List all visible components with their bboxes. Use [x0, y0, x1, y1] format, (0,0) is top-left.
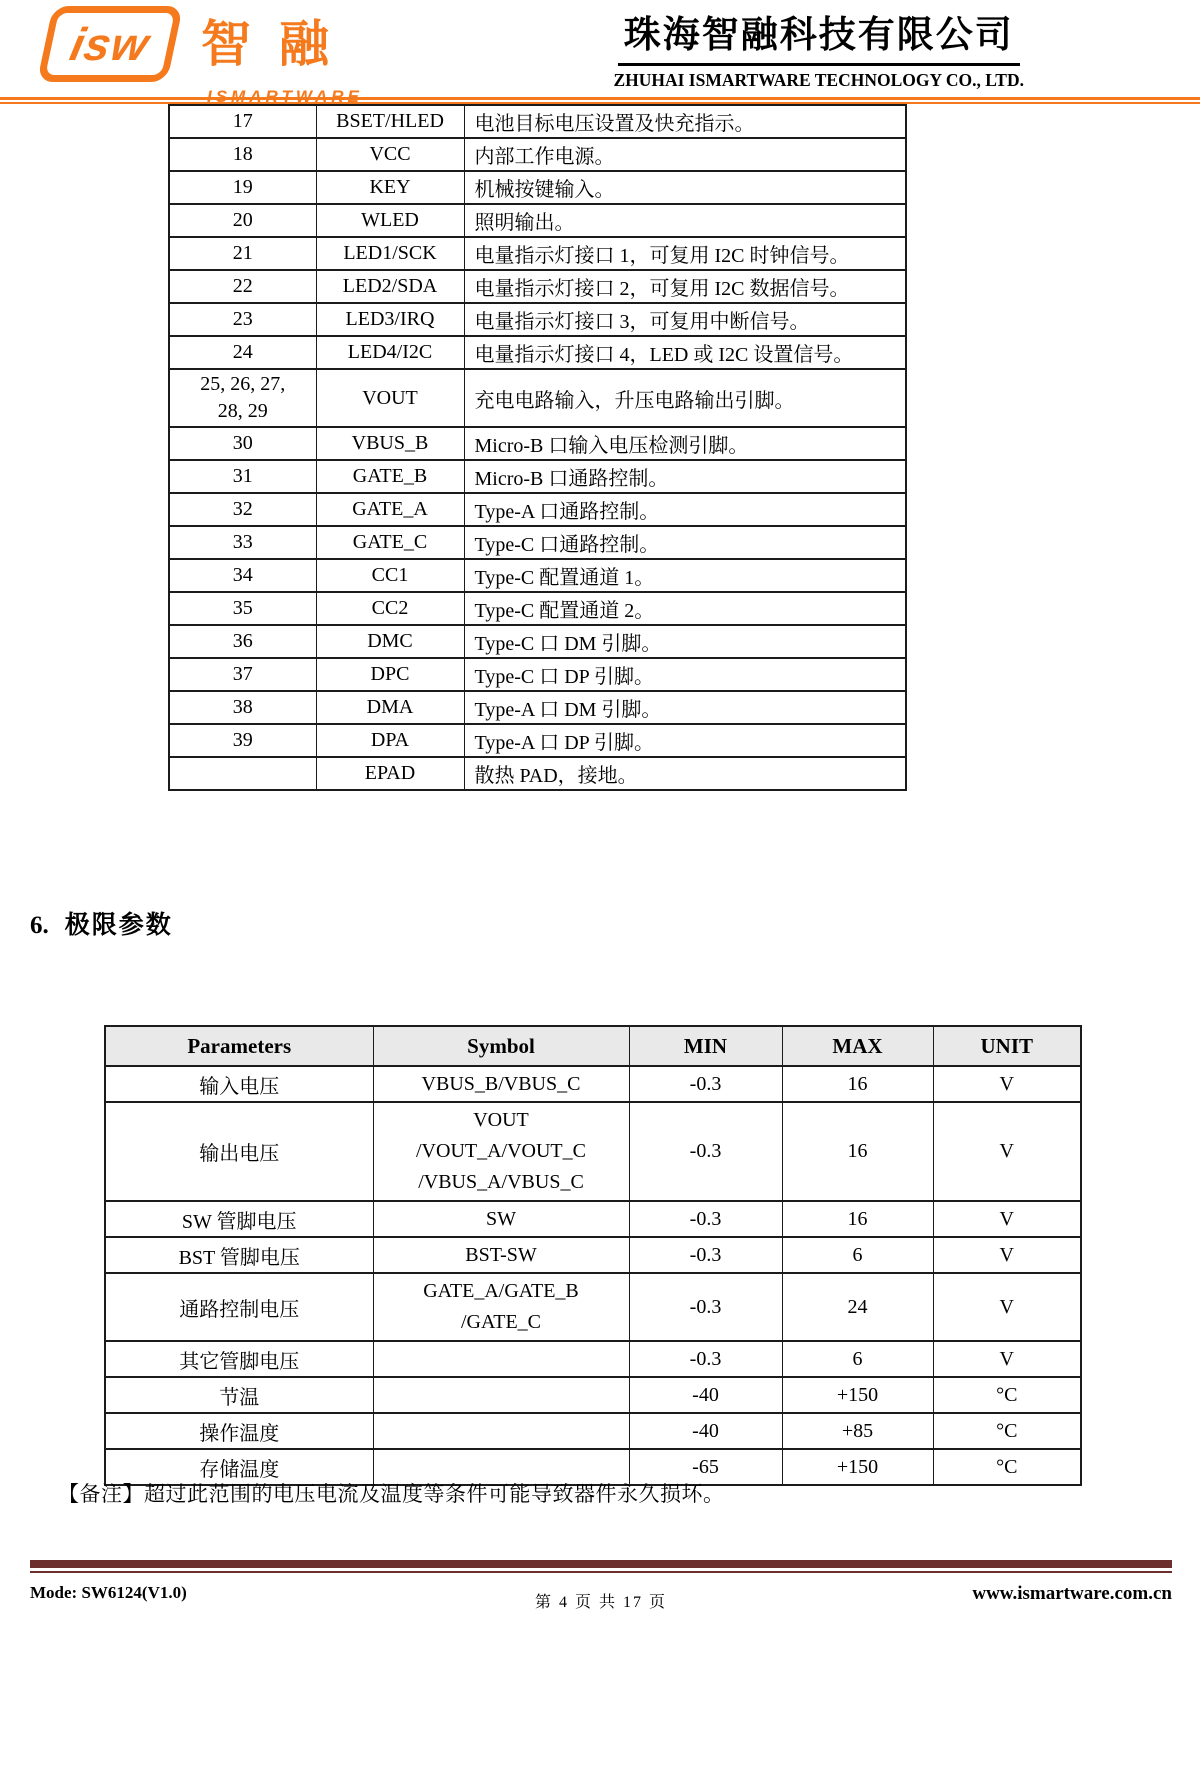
- pin-table-row: [169, 336, 906, 369]
- limits-table-head: [105, 1026, 1081, 1066]
- pin-table-row: [169, 625, 906, 658]
- pin-desc-cell: 散热 PAD，接地。: [464, 757, 906, 790]
- min-cell: -65: [629, 1449, 782, 1485]
- logo-isw-text: isw: [65, 18, 155, 70]
- parameter-cell: 输出电压: [105, 1102, 373, 1201]
- unit-cell: V: [933, 1237, 1081, 1273]
- min-cell: -0.3: [629, 1201, 782, 1237]
- limits-table-header-row: [105, 1026, 1081, 1066]
- pin-table-row: [169, 171, 906, 204]
- pin-number-cell: 31: [169, 460, 316, 493]
- pin-table-row: [169, 691, 906, 724]
- pin-table-row: [169, 592, 906, 625]
- pin-table-row: [169, 460, 906, 493]
- pin-number-cell: 32: [169, 493, 316, 526]
- limits-table-row: [105, 1066, 1081, 1102]
- pin-table-row: [169, 138, 906, 171]
- pin-name-cell: KEY: [316, 171, 464, 204]
- min-cell: -0.3: [629, 1066, 782, 1102]
- logo-row: [45, 6, 363, 82]
- pin-number-cell: 17: [169, 105, 316, 138]
- pin-desc-cell: 内部工作电源。: [464, 138, 906, 171]
- limits-table-row: [105, 1377, 1081, 1413]
- pin-name-cell: GATE_A: [316, 493, 464, 526]
- pin-number-cell: 21: [169, 237, 316, 270]
- unit-cell: V: [933, 1201, 1081, 1237]
- footer-model: Mode: SW6124(V1.0): [30, 1583, 187, 1602]
- pin-table-row: [169, 237, 906, 270]
- pin-number-cell: [169, 757, 316, 790]
- pin-number-cell: 18: [169, 138, 316, 171]
- pin-name-cell: EPAD: [316, 757, 464, 790]
- company-name-block: [613, 4, 1024, 91]
- pin-name-cell: DMA: [316, 691, 464, 724]
- parameter-cell: 输入电压: [105, 1066, 373, 1102]
- min-cell: -40: [629, 1413, 782, 1449]
- parameter-cell: 操作温度: [105, 1413, 373, 1449]
- pin-name-cell: WLED: [316, 204, 464, 237]
- footer-text-row: [30, 1583, 1172, 1613]
- unit-cell: V: [933, 1102, 1081, 1201]
- pin-name-cell: DPC: [316, 658, 464, 691]
- max-cell: 24: [782, 1273, 933, 1341]
- pin-desc-cell: Type-A 口 DM 引脚。: [464, 691, 906, 724]
- pin-table-row: [169, 724, 906, 757]
- pin-table-row: [169, 270, 906, 303]
- pin-table-row: [169, 493, 906, 526]
- pin-table-row: [169, 105, 906, 138]
- company-name-cn: 珠海智融科技有限公司: [618, 4, 1020, 66]
- pin-number-cell: 24: [169, 336, 316, 369]
- pin-name-cell: VBUS_B: [316, 427, 464, 460]
- pin-number-cell: 37: [169, 658, 316, 691]
- pin-name-cell: CC1: [316, 559, 464, 592]
- section-number: 6.: [30, 912, 49, 939]
- footer-divider-thin-line: [30, 1571, 1172, 1573]
- pin-desc-cell: Type-C 配置通道 1。: [464, 559, 906, 592]
- limits-table-row: [105, 1102, 1081, 1201]
- parameter-cell: 其它管脚电压: [105, 1341, 373, 1377]
- company-name-en: ZHUHAI ISMARTWARE TECHNOLOGY CO., LTD.: [613, 70, 1024, 90]
- pin-name-cell: GATE_C: [316, 526, 464, 559]
- pin-name-cell: VOUT: [316, 369, 464, 427]
- pin-desc-cell: Micro-B 口通路控制。: [464, 460, 906, 493]
- symbol-cell: [373, 1377, 629, 1413]
- pin-desc-cell: 电量指示灯接口 3，可复用中断信号。: [464, 303, 906, 336]
- limits-table-row: [105, 1341, 1081, 1377]
- pin-number-cell: 22: [169, 270, 316, 303]
- pin-desc-cell: Micro-B 口输入电压检测引脚。: [464, 427, 906, 460]
- unit-cell: °C: [933, 1377, 1081, 1413]
- header-divider: [0, 97, 1200, 104]
- section-heading: [30, 905, 173, 941]
- pin-table-row: [169, 658, 906, 691]
- pin-desc-cell: 机械按键输入。: [464, 171, 906, 204]
- company-logo: [45, 6, 363, 107]
- symbol-cell: VOUT /VOUT_A/VOUT_C /VBUS_A/VBUS_C: [373, 1102, 629, 1201]
- pin-name-cell: DMC: [316, 625, 464, 658]
- pin-desc-cell: Type-C 口 DM 引脚。: [464, 625, 906, 658]
- pin-table-row: [169, 757, 906, 790]
- pin-number-cell: 34: [169, 559, 316, 592]
- logo-zhirong-text: 智融: [201, 16, 357, 72]
- pin-number-cell: 39: [169, 724, 316, 757]
- symbol-cell: BST-SW: [373, 1237, 629, 1273]
- pin-desc-cell: 电量指示灯接口 1，可复用 I2C 时钟信号。: [464, 237, 906, 270]
- min-cell: -0.3: [629, 1341, 782, 1377]
- footer-divider-thick-line: [30, 1560, 1172, 1568]
- limits-table-row: [105, 1413, 1081, 1449]
- section-title-text: 极限参数: [64, 912, 173, 939]
- max-cell: 6: [782, 1341, 933, 1377]
- parameter-cell: 通路控制电压: [105, 1273, 373, 1341]
- unit-cell: V: [933, 1273, 1081, 1341]
- pin-number-cell: 35: [169, 592, 316, 625]
- pin-number-cell: 23: [169, 303, 316, 336]
- limits-table-body: [105, 1066, 1081, 1485]
- pin-table-row: [169, 559, 906, 592]
- footer-divider: [30, 1560, 1172, 1573]
- parameter-cell: SW 管脚电压: [105, 1201, 373, 1237]
- max-cell: +85: [782, 1413, 933, 1449]
- parameter-cell: BST 管脚电压: [105, 1237, 373, 1273]
- unit-cell: V: [933, 1341, 1081, 1377]
- page-footer: [30, 1560, 1172, 1613]
- unit-cell: V: [933, 1066, 1081, 1102]
- pin-name-cell: LED3/IRQ: [316, 303, 464, 336]
- pin-table-row: [169, 526, 906, 559]
- parameter-cell: 节温: [105, 1377, 373, 1413]
- parameter-cell: 存储温度: [105, 1449, 373, 1485]
- limits-header-cell: MIN: [629, 1026, 782, 1066]
- min-cell: -0.3: [629, 1102, 782, 1201]
- footer-page-number: 第 4 页 共 17 页: [534, 1594, 668, 1611]
- limits-table-row: [105, 1237, 1081, 1273]
- pin-desc-cell: 电池目标电压设置及快充指示。: [464, 105, 906, 138]
- pin-number-cell: 33: [169, 526, 316, 559]
- pin-number-cell: 20: [169, 204, 316, 237]
- max-cell: 16: [782, 1201, 933, 1237]
- pin-number-cell: 38: [169, 691, 316, 724]
- max-cell: 16: [782, 1102, 933, 1201]
- pin-desc-cell: Type-C 口通路控制。: [464, 526, 906, 559]
- unit-cell: °C: [933, 1449, 1081, 1485]
- min-cell: -0.3: [629, 1273, 782, 1341]
- symbol-cell: [373, 1341, 629, 1377]
- pin-desc-cell: 充电电路输入，升压电路输出引脚。: [464, 369, 906, 427]
- absolute-maximum-ratings-table: [104, 1025, 1082, 1486]
- pin-table-row: [169, 303, 906, 336]
- pin-name-cell: BSET/HLED: [316, 105, 464, 138]
- max-cell: +150: [782, 1449, 933, 1485]
- max-cell: +150: [782, 1377, 933, 1413]
- symbol-cell: SW: [373, 1201, 629, 1237]
- header-divider-thick-line: [0, 97, 1200, 100]
- pin-table-row: [169, 369, 906, 427]
- pin-desc-cell: Type-C 口 DP 引脚。: [464, 658, 906, 691]
- pin-name-cell: VCC: [316, 138, 464, 171]
- pin-number-cell: 30: [169, 427, 316, 460]
- limits-table-row: [105, 1201, 1081, 1237]
- pin-table-row: [169, 427, 906, 460]
- pin-number-cell: 19: [169, 171, 316, 204]
- pin-name-cell: CC2: [316, 592, 464, 625]
- pin-desc-cell: 电量指示灯接口 2，可复用 I2C 数据信号。: [464, 270, 906, 303]
- pin-number-cell: 25, 26, 27, 28, 29: [169, 369, 316, 427]
- limits-header-cell: UNIT: [933, 1026, 1081, 1066]
- pin-name-cell: GATE_B: [316, 460, 464, 493]
- pin-name-cell: DPA: [316, 724, 464, 757]
- min-cell: -40: [629, 1377, 782, 1413]
- pin-name-cell: LED1/SCK: [316, 237, 464, 270]
- pin-desc-cell: Type-A 口通路控制。: [464, 493, 906, 526]
- pin-desc-cell: Type-C 配置通道 2。: [464, 592, 906, 625]
- symbol-cell: [373, 1413, 629, 1449]
- isw-logo-icon: [37, 6, 183, 82]
- min-cell: -0.3: [629, 1237, 782, 1273]
- limits-header-cell: Parameters: [105, 1026, 373, 1066]
- pin-description-table: [168, 104, 907, 791]
- pin-name-cell: LED4/I2C: [316, 336, 464, 369]
- max-cell: 6: [782, 1237, 933, 1273]
- unit-cell: °C: [933, 1413, 1081, 1449]
- symbol-cell: GATE_A/GATE_B /GATE_C: [373, 1273, 629, 1341]
- pin-table-body: [169, 105, 906, 790]
- limits-table-row: [105, 1273, 1081, 1341]
- symbol-cell: VBUS_B/VBUS_C: [373, 1066, 629, 1102]
- pin-name-cell: LED2/SDA: [316, 270, 464, 303]
- footer-website[interactable]: www.ismartware.com.cn: [972, 1583, 1172, 1604]
- max-cell: 16: [782, 1066, 933, 1102]
- pin-table-row: [169, 204, 906, 237]
- limits-header-cell: MAX: [782, 1026, 933, 1066]
- pin-desc-cell: 电量指示灯接口 4，LED 或 I2C 设置信号。: [464, 336, 906, 369]
- pin-desc-cell: Type-A 口 DP 引脚。: [464, 724, 906, 757]
- pin-desc-cell: 照明输出。: [464, 204, 906, 237]
- remark-note: 【备注】超过此范围的电压电流及温度等条件可能导致器件永久损坏。: [58, 1482, 725, 1506]
- pin-number-cell: 36: [169, 625, 316, 658]
- limits-header-cell: Symbol: [373, 1026, 629, 1066]
